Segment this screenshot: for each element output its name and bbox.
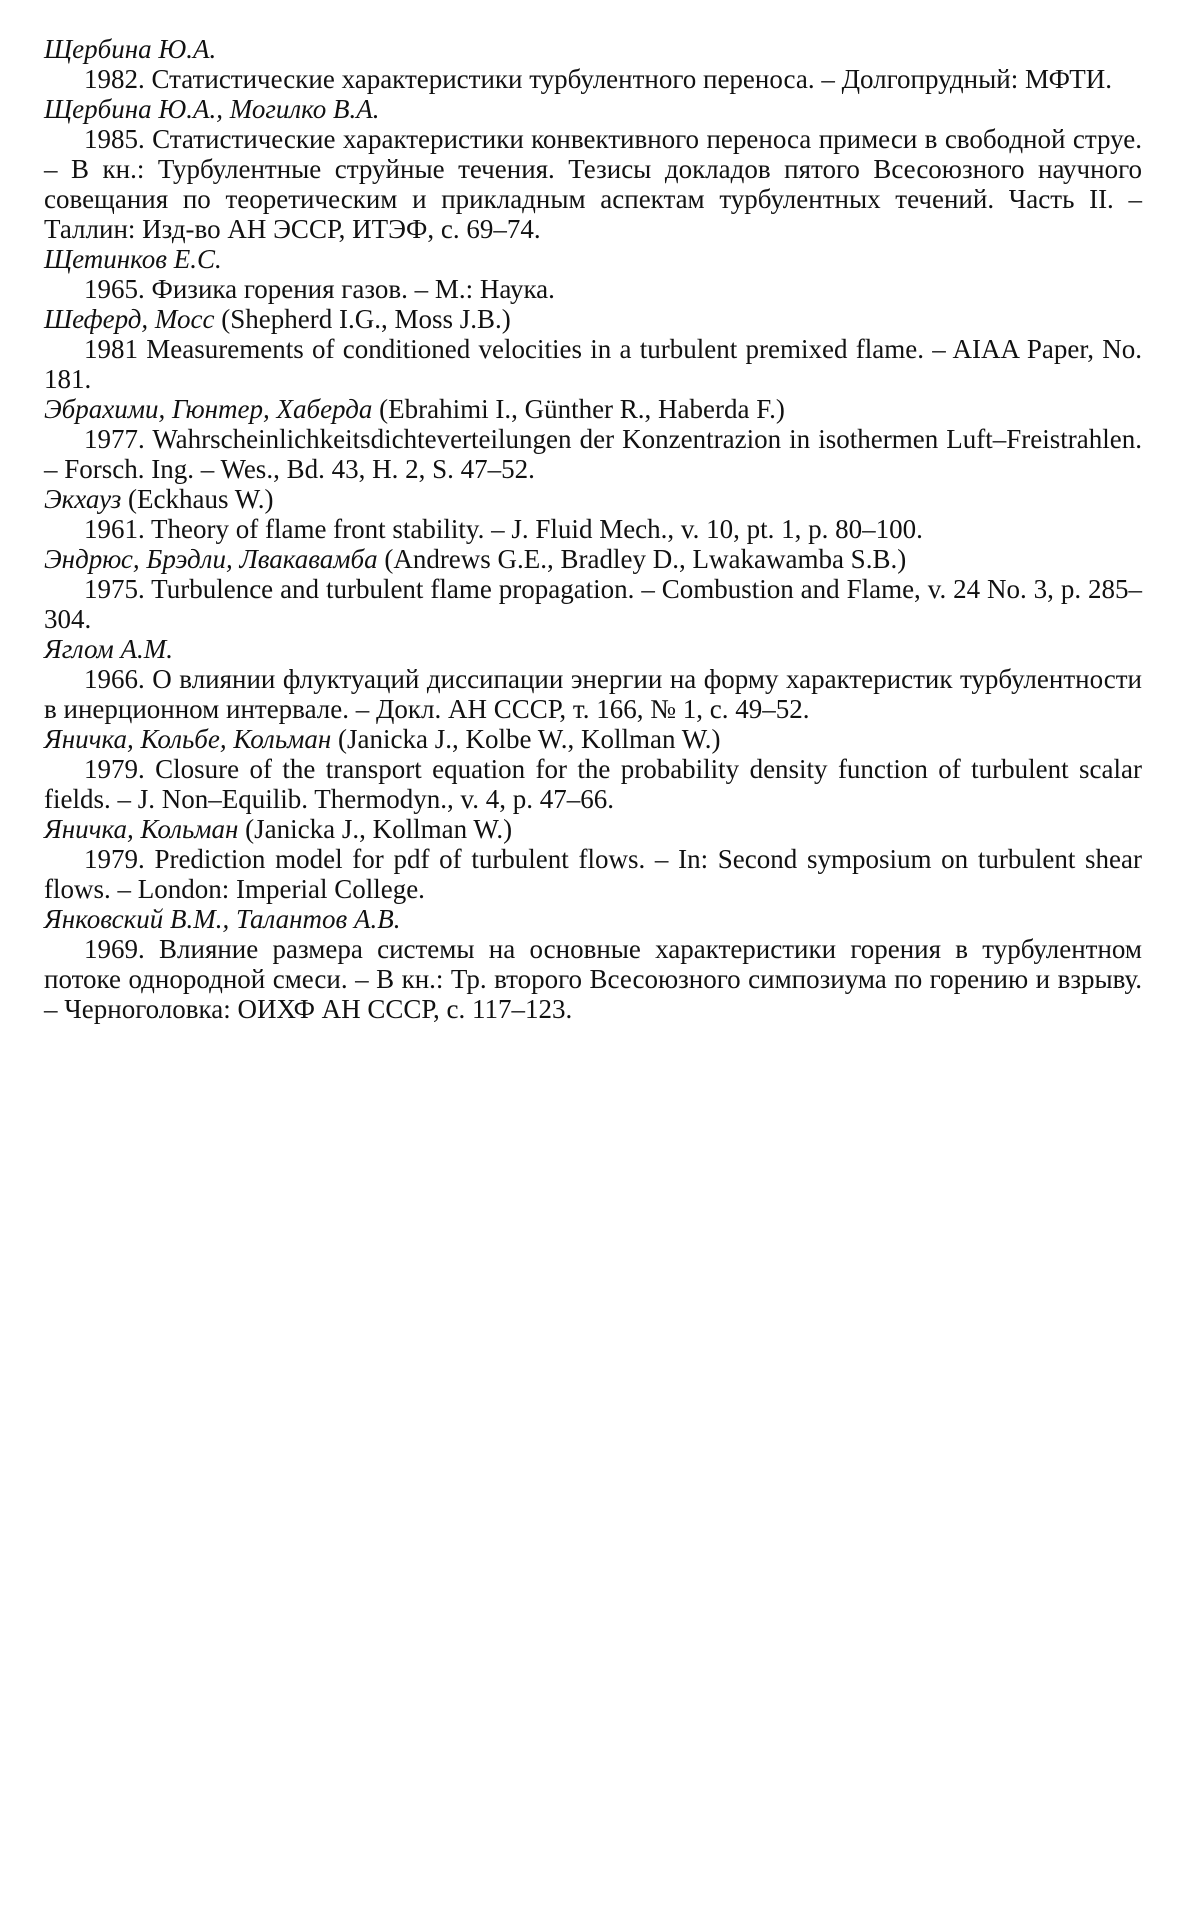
bibliography-entry (44, 724, 1142, 814)
entry-author-line (44, 304, 1142, 334)
entry-authors: Эбрахими, Гюнтер, Хаберда (44, 394, 373, 424)
bibliography-entry (44, 244, 1142, 304)
entry-reference: 1961. Theory of flame front stability. – J. Fluid Mech., v. 10, pt. 1, p. 80–100. (84, 514, 923, 544)
bibliography-entry (44, 34, 1142, 94)
entry-latin-authors: (Andrews G.E., Bradley D., Lwakawamba S.B.) (384, 544, 907, 574)
entry-author-line (44, 394, 1142, 424)
bibliography-entry (44, 634, 1142, 724)
entry-author-line (44, 244, 1142, 274)
entry-author-line (44, 34, 1142, 64)
entry-authors: Яглом А.М. (44, 634, 173, 664)
entry-latin-authors: (Ebrahimi I., Günther R., Haberda F.) (379, 394, 785, 424)
entry-authors: Яничка, Кольбе, Кольман (44, 724, 332, 754)
entry-author-line (44, 484, 1142, 514)
entry-author-line (44, 904, 1142, 934)
entry-authors: Щетинков Е.С. (44, 244, 222, 274)
entry-authors: Яничка, Кольман (44, 814, 239, 844)
entry-authors: Эндрюс, Брэдли, Лвакавамба (44, 544, 378, 574)
bibliography-entry (44, 304, 1142, 394)
entry-reference: 1969. Влияние размера системы на основные характеристики горения в турбулентном потоке однородной смеси. – В кн.: Тр. второго Всесоюзного симпозиума по горению и взрыву. – Черноголовка: ОИХФ АН СССР, с. 117–123. (44, 934, 1142, 1024)
entry-reference: 1977. Wahrscheinlichkeitsdichteverteilungen der Konzentrazion in isothermen Luft–Freistrahlen. – Forsch. Ing. – Wes., Bd. 43, H. 2, S. 47–52. (44, 424, 1142, 484)
bibliography-entry (44, 814, 1142, 904)
entry-reference: 1981 Measurements of conditioned velocities in a turbulent premixed flame. – AIAA Paper, No. 181. (44, 334, 1142, 394)
bibliography-page (44, 34, 1142, 1024)
entry-authors: Шеферд, Мосс (44, 304, 215, 334)
entry-author-line (44, 814, 1142, 844)
entry-authors: Щербина Ю.А. (44, 34, 217, 64)
bibliography-entry (44, 394, 1142, 484)
entry-author-line (44, 544, 1142, 574)
entry-reference: 1979. Prediction model for pdf of turbulent flows. – In: Second symposium on turbulent shear flows. – London: Imperial College. (44, 844, 1142, 904)
entry-authors: Экхауз (44, 484, 122, 514)
entry-reference: 1985. Статистические характеристики конвективного переноса примеси в свободной струе. – В кн.: Турбулентные струйные течения. Тезисы докладов пятого Всесоюзного научного совещания по теоретическим и прикладным аспектам турбулентных течений. Часть II. – Таллин: Изд-во АН ЭССР, ИТЭФ, с. 69–74. (44, 124, 1142, 244)
bibliography-entry (44, 544, 1142, 634)
entry-reference: 1966. О влиянии флуктуаций диссипации энергии на форму характеристик турбулентности в инерционном интервале. – Докл. АН СССР, т. 166, № 1, с. 49–52. (44, 664, 1142, 724)
entry-latin-authors: (Shepherd I.G., Moss J.B.) (221, 304, 511, 334)
bibliography-entry (44, 94, 1142, 244)
entry-authors: Янковский В.М., Талантов А.В. (44, 904, 401, 934)
entry-author-line (44, 634, 1142, 664)
bibliography-entry (44, 484, 1142, 544)
bibliography-entry (44, 904, 1142, 1024)
entry-author-line (44, 94, 1142, 124)
entry-reference: 1979. Closure of the transport equation for the probability density function of turbulent scalar fields. – J. Non–Equilib. Thermodyn., v. 4, p. 47–66. (44, 754, 1142, 814)
entry-latin-authors: (Eckhaus W.) (128, 484, 274, 514)
entry-latin-authors: (Janicka J., Kollman W.) (245, 814, 513, 844)
entry-authors: Щербина Ю.А., Могилко В.А. (44, 94, 380, 124)
entry-reference: 1975. Turbulence and turbulent flame propagation. – Combustion and Flame, v. 24 No. 3, p. 285–304. (44, 574, 1142, 634)
entry-reference: 1982. Статистические характеристики турбулентного переноса. – Долгопрудный: МФТИ. (84, 64, 1112, 94)
entry-reference: 1965. Физика горения газов. – М.: Наука. (84, 274, 555, 304)
entry-latin-authors: (Janicka J., Kolbe W., Kollman W.) (338, 724, 721, 754)
entry-author-line (44, 724, 1142, 754)
